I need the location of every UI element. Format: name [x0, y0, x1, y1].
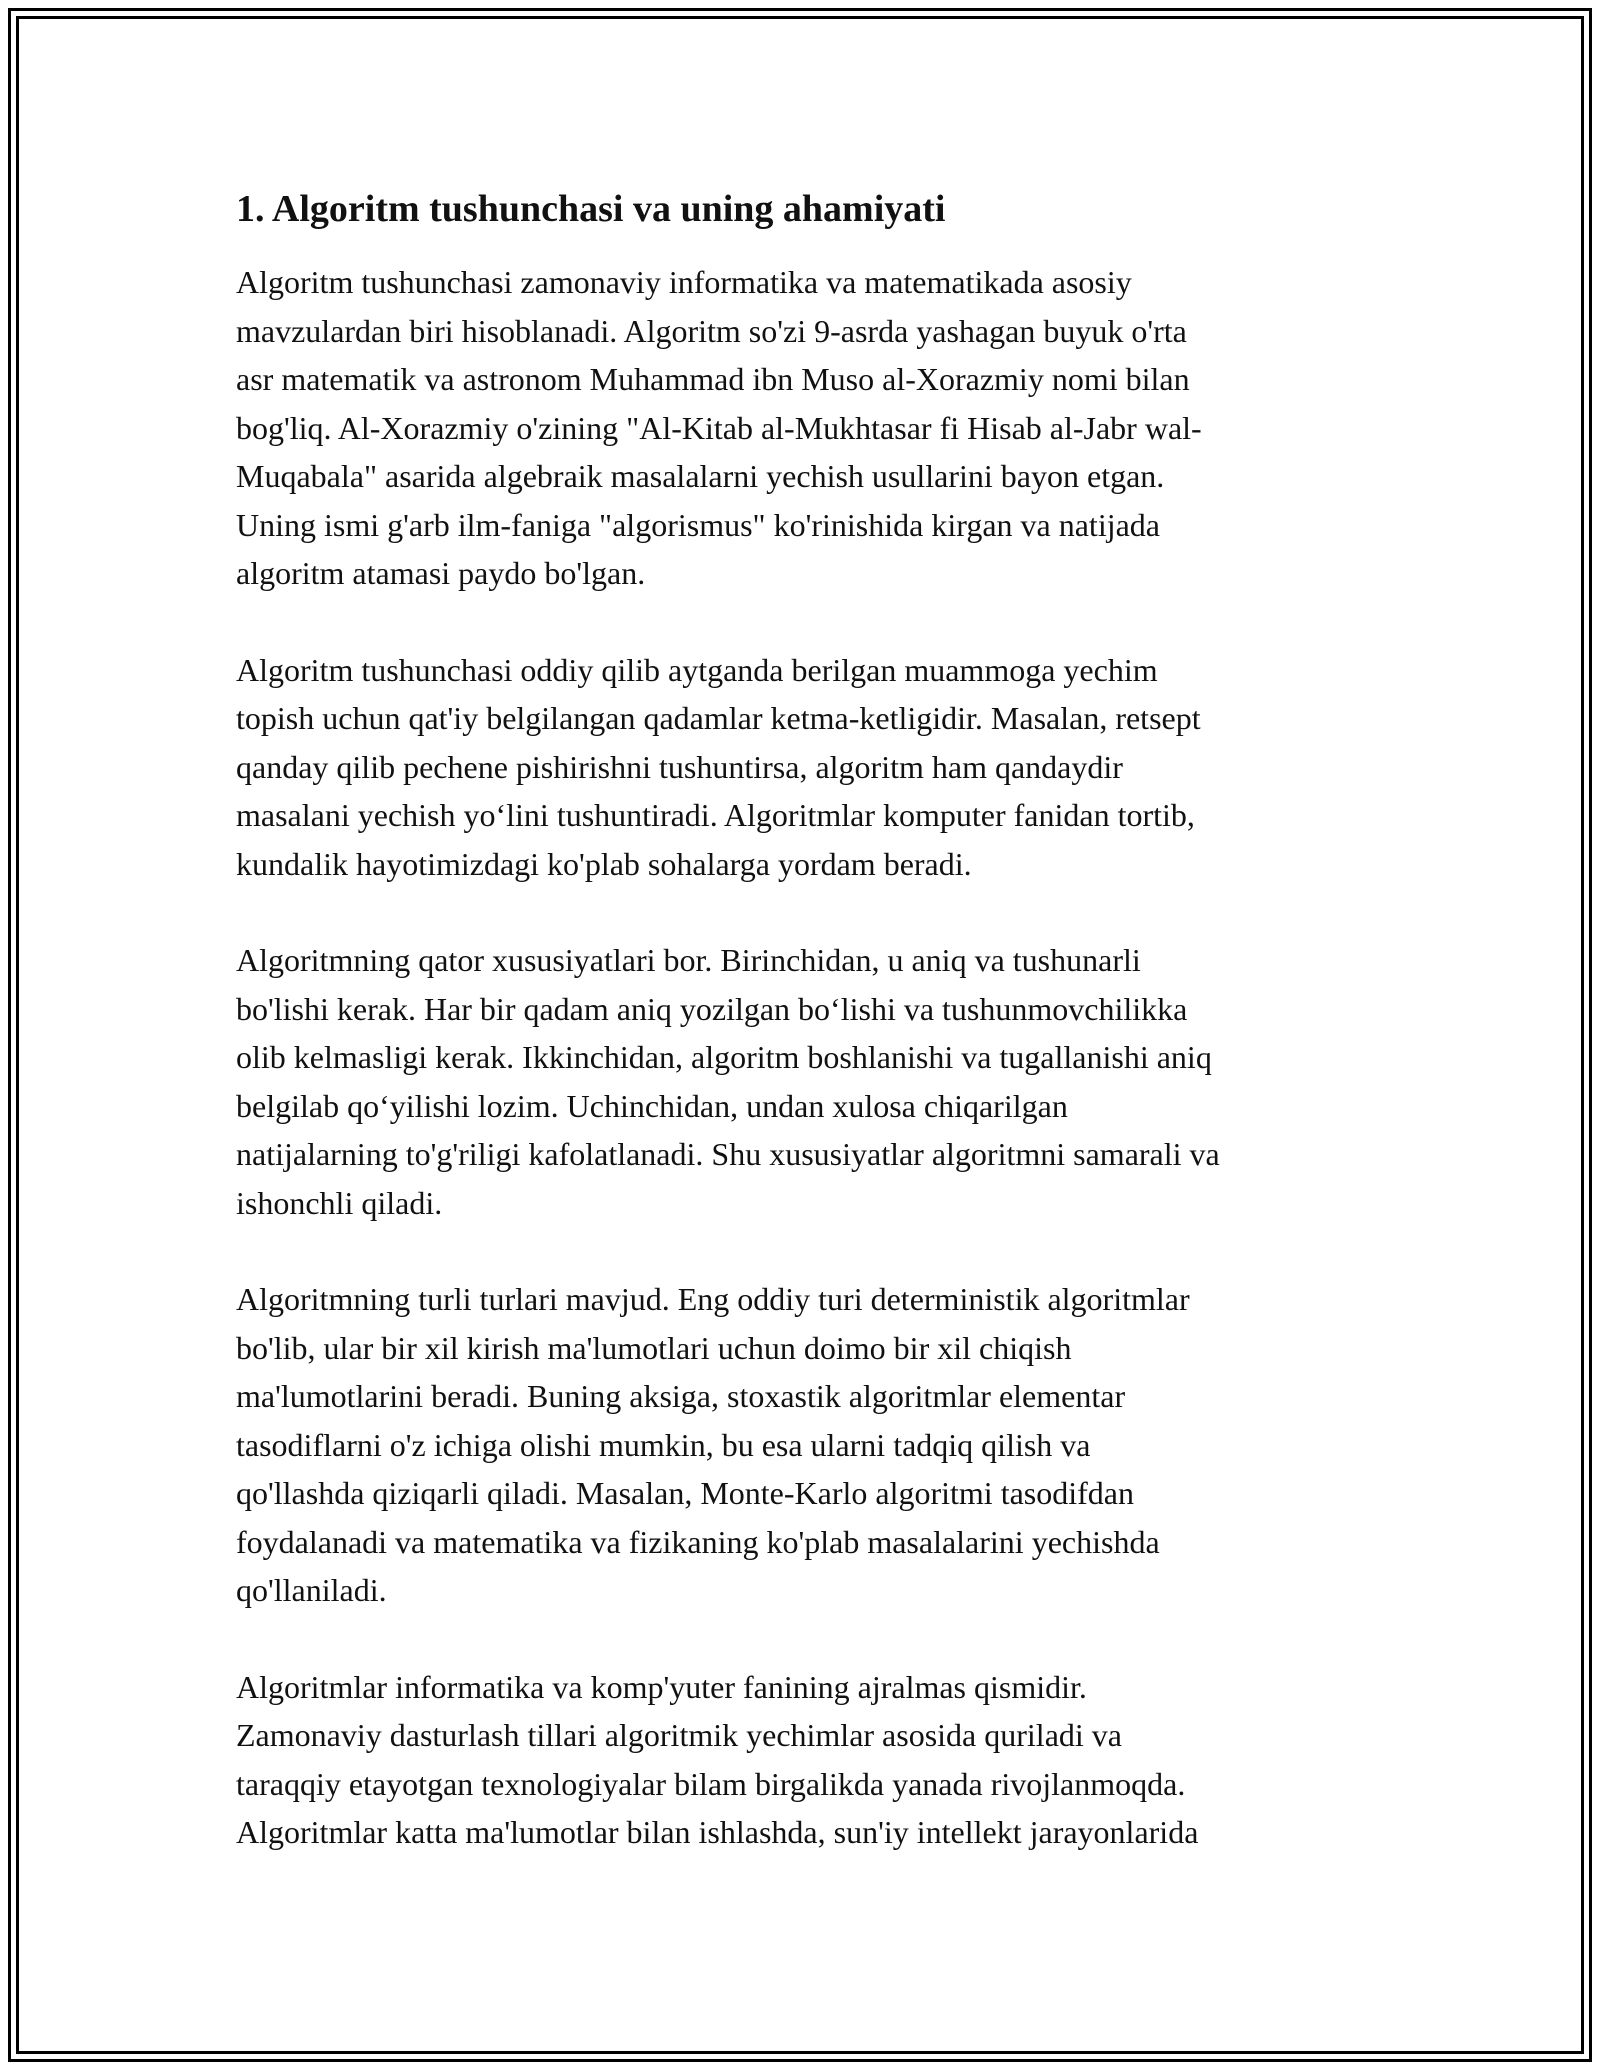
text-line: qanday qilib pechene pishirishni tushuntirsa, algoritm ham qandaydir [236, 748, 1123, 785]
text-line: olib kelmasligi kerak. Ikkinchidan, algoritm boshlanishi va tugallanishi aniq [236, 1039, 1212, 1075]
text-line: topish uchun qat'iy belgilangan qadamlar ketma-ketligidir. Masalan, retsept [236, 700, 1201, 736]
text-line: Algoritm tushunchasi zamonaviy informatika va matematikada asosiy [236, 264, 1132, 300]
text-line: bo'lishi kerak. Har bir qadam aniq yozilgan boʻlishi va tushunmovchilikka [236, 990, 1188, 1027]
text-line: Muqabala" asarida algebraik masalalarni yechish usullarini bayon etgan. [236, 458, 1165, 494]
text-line: qo'llashda qiziqarli qiladi. Masalan, Monte-Karlo algoritmi tasodifdan [236, 1475, 1134, 1511]
text-line: ishonchli qiladi. [236, 1184, 443, 1221]
text-line: tasodiflarni o'z ichiga olishi mumkin, bu esa ularni tadqiq qilish va [236, 1426, 1091, 1463]
text-line: Algoritm tushunchasi oddiy qilib aytganda berilgan muammoga yechim [236, 651, 1158, 688]
text-line: kundalik hayotimizdagi ko'plab sohalarga yordam beradi. [236, 845, 972, 882]
paragraph-4 [236, 1275, 1378, 1615]
text-line: bog'liq. Al-Xorazmiy o'zining "Al-Kitab al-Mukhtasar fi Hisab al-Jabr wal- [236, 409, 1202, 446]
text-line: natijalarning to'g'riligi kafolatlanadi. Shu xususiyatlar algoritmni samarali va [236, 1136, 1220, 1172]
text-line: Algoritmning qator xususiyatlari bor. Birinchidan, u aniq va tushunarli [236, 942, 1141, 978]
paragraph-5 [236, 1663, 1378, 1857]
document-body [236, 186, 1378, 1905]
text-line: Algoritmning turli turlari mavjud. Eng oddiy turi deterministik algoritmlar [236, 1281, 1190, 1317]
text-line: mavzulardan biri hisoblanadi. Algoritm so'zi 9-asrda yashagan buyuk o'rta [236, 312, 1187, 349]
text-line: bo'lib, ular bir xil kirish ma'lumotlari uchun doimo bir xil chiqish [236, 1329, 1072, 1366]
text-line: algoritm atamasi paydo bo'lgan. [236, 555, 646, 591]
paragraph-1 [236, 258, 1378, 598]
text-line: Algoritmlar informatika va komp'yuter fanining ajralmas qismidir. [236, 1668, 1087, 1705]
text-line: belgilab qoʻyilishi lozim. Uchinchidan, undan xulosa chiqarilgan [236, 1087, 1068, 1124]
text-line: asr matematik va astronom Muhammad ibn Muso al-Xorazmiy nomi bilan [236, 361, 1190, 397]
text-line: Uning ismi g'arb ilm-faniga "algorismus" ko'rinishida kirgan va natijada [236, 506, 1160, 543]
text-line: foydalanadi va matematika va fizikaning ko'plab masalalarini yechishda [236, 1523, 1160, 1560]
paragraph-2 [236, 646, 1378, 889]
text-line: taraqqiy etayotgan texnologiyalar bilam birgalikda yanada rivojlanmoqda. [236, 1765, 1186, 1802]
text-line: masalani yechish yoʻlini tushuntiradi. Algoritmlar komputer fanidan tortib, [236, 797, 1195, 833]
paragraph-3 [236, 936, 1378, 1227]
text-line: qo'llaniladi. [236, 1572, 387, 1608]
text-line: Zamonaviy dasturlash tillari algoritmik yechimlar asosida quriladi va [236, 1717, 1122, 1753]
text-line: ma'lumotlarini beradi. Buning aksiga, stoxastik algoritmlar elementar [236, 1378, 1126, 1414]
text-line: Algoritmlar katta ma'lumotlar bilan ishlashda, sun'iy intellekt jarayonlarida [236, 1814, 1199, 1850]
section-heading: 1. Algoritm tushunchasi va uning ahamiyati [236, 188, 946, 230]
